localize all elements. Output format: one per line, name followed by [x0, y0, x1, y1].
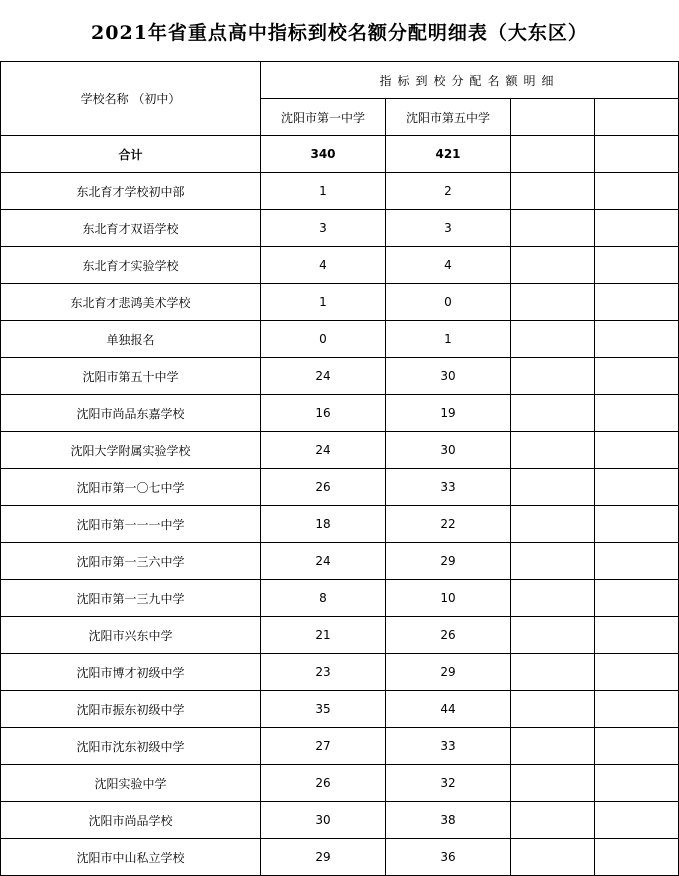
quota-cell: 23	[261, 654, 386, 691]
quota-cell	[595, 210, 679, 247]
quota-cell	[511, 617, 595, 654]
quota-cell: 44	[386, 691, 511, 728]
quota-cell	[595, 321, 679, 358]
quota-cell: 33	[386, 728, 511, 765]
quota-cell	[595, 247, 679, 284]
quota-cell: 27	[261, 728, 386, 765]
quota-cell	[511, 802, 595, 839]
table-row	[1, 765, 679, 802]
quota-cell: 33	[386, 469, 511, 506]
quota-cell: 29	[386, 543, 511, 580]
allocation-table	[0, 61, 679, 876]
quota-cell	[595, 358, 679, 395]
table-row	[1, 802, 679, 839]
quota-cell	[511, 728, 595, 765]
school-name-cell: 沈阳市中山私立学校	[1, 839, 261, 876]
quota-cell: 36	[386, 839, 511, 876]
quota-cell: 26	[261, 765, 386, 802]
quota-cell: 19	[386, 395, 511, 432]
quota-cell	[595, 728, 679, 765]
table-row	[1, 580, 679, 617]
table-row	[1, 321, 679, 358]
quota-cell: 35	[261, 691, 386, 728]
school-name-cell: 沈阳市博才初级中学	[1, 654, 261, 691]
quota-cell	[511, 691, 595, 728]
quota-cell: 4	[386, 247, 511, 284]
quota-cell: 26	[386, 617, 511, 654]
quota-cell: 0	[261, 321, 386, 358]
table-row	[1, 839, 679, 876]
quota-cell: 10	[386, 580, 511, 617]
school-name-cell: 沈阳市第一〇七中学	[1, 469, 261, 506]
quota-cell	[511, 839, 595, 876]
total-value: 421	[386, 136, 511, 173]
table-row	[1, 469, 679, 506]
total-value: 340	[261, 136, 386, 173]
table-row	[1, 395, 679, 432]
table-row	[1, 728, 679, 765]
quota-cell: 1	[261, 284, 386, 321]
school-column-header: 学校名称 （初中）	[1, 62, 261, 136]
table-row	[1, 432, 679, 469]
quota-cell	[511, 210, 595, 247]
school-name-cell: 沈阳市第一三六中学	[1, 543, 261, 580]
table-row	[1, 358, 679, 395]
quota-cell	[595, 506, 679, 543]
quota-cell	[595, 765, 679, 802]
quota-cell: 29	[386, 654, 511, 691]
quota-cell	[595, 173, 679, 210]
quota-cell	[595, 654, 679, 691]
quota-cell: 24	[261, 543, 386, 580]
table-row	[1, 173, 679, 210]
school-name-cell: 沈阳市兴东中学	[1, 617, 261, 654]
quota-cell	[595, 432, 679, 469]
quota-cell	[511, 358, 595, 395]
quota-cell: 22	[386, 506, 511, 543]
school-name-cell: 东北育才学校初中部	[1, 173, 261, 210]
table-row	[1, 506, 679, 543]
quota-cell	[595, 395, 679, 432]
quota-cell: 21	[261, 617, 386, 654]
school-name-cell: 沈阳市振东初级中学	[1, 691, 261, 728]
total-row	[1, 136, 679, 173]
school-name-cell: 沈阳市第一一一中学	[1, 506, 261, 543]
high-school-header: 沈阳市第五中学	[386, 99, 511, 136]
quota-cell: 29	[261, 839, 386, 876]
school-name-cell: 东北育才悲鸿美术学校	[1, 284, 261, 321]
school-name-cell: 沈阳市尚品东嘉学校	[1, 395, 261, 432]
quota-cell: 32	[386, 765, 511, 802]
quota-cell: 16	[261, 395, 386, 432]
quota-cell	[511, 395, 595, 432]
table-row	[1, 543, 679, 580]
quota-cell	[511, 321, 595, 358]
school-name-cell: 单独报名	[1, 321, 261, 358]
quota-cell	[511, 543, 595, 580]
quota-cell: 1	[261, 173, 386, 210]
school-name-cell: 东北育才实验学校	[1, 247, 261, 284]
table-row	[1, 247, 679, 284]
total-label: 合计	[1, 136, 261, 173]
high-school-header: 沈阳市第一中学	[261, 99, 386, 136]
quota-cell	[595, 691, 679, 728]
quota-cell: 3	[386, 210, 511, 247]
quota-cell: 26	[261, 469, 386, 506]
school-name-cell: 沈阳市尚品学校	[1, 802, 261, 839]
quota-cell	[511, 765, 595, 802]
page-title: 2021年省重点高中指标到校名额分配明细表（大东区）	[91, 21, 588, 44]
school-name-cell: 沈阳市第一三九中学	[1, 580, 261, 617]
quota-cell	[511, 469, 595, 506]
quota-cell: 1	[386, 321, 511, 358]
total-value	[595, 136, 679, 173]
header-row-top	[1, 62, 679, 99]
high-school-header	[511, 99, 595, 136]
detail-column-header: 指标到校分配名额明细	[261, 62, 679, 99]
quota-cell: 2	[386, 173, 511, 210]
quota-cell: 30	[386, 358, 511, 395]
quota-cell	[595, 543, 679, 580]
quota-cell: 8	[261, 580, 386, 617]
high-school-header	[595, 99, 679, 136]
quota-cell: 30	[386, 432, 511, 469]
quota-cell	[595, 284, 679, 321]
quota-cell: 24	[261, 432, 386, 469]
school-name-cell: 沈阳市沈东初级中学	[1, 728, 261, 765]
quota-cell	[511, 247, 595, 284]
school-name-cell: 沈阳大学附属实验学校	[1, 432, 261, 469]
school-name-cell: 沈阳实验中学	[1, 765, 261, 802]
quota-cell: 30	[261, 802, 386, 839]
table-row	[1, 210, 679, 247]
table-row	[1, 617, 679, 654]
quota-cell	[595, 802, 679, 839]
quota-cell	[511, 506, 595, 543]
quota-cell	[511, 173, 595, 210]
quota-cell	[511, 654, 595, 691]
quota-cell: 3	[261, 210, 386, 247]
table-row	[1, 284, 679, 321]
school-name-cell: 沈阳市第五十中学	[1, 358, 261, 395]
quota-cell: 18	[261, 506, 386, 543]
quota-cell	[511, 284, 595, 321]
table-row	[1, 654, 679, 691]
quota-cell	[595, 580, 679, 617]
quota-cell: 24	[261, 358, 386, 395]
quota-cell	[511, 580, 595, 617]
total-value	[511, 136, 595, 173]
quota-cell	[511, 432, 595, 469]
quota-cell	[595, 617, 679, 654]
quota-cell	[595, 469, 679, 506]
quota-cell	[595, 839, 679, 876]
quota-cell: 4	[261, 247, 386, 284]
quota-cell: 38	[386, 802, 511, 839]
table-row	[1, 691, 679, 728]
school-name-cell: 东北育才双语学校	[1, 210, 261, 247]
quota-cell: 0	[386, 284, 511, 321]
